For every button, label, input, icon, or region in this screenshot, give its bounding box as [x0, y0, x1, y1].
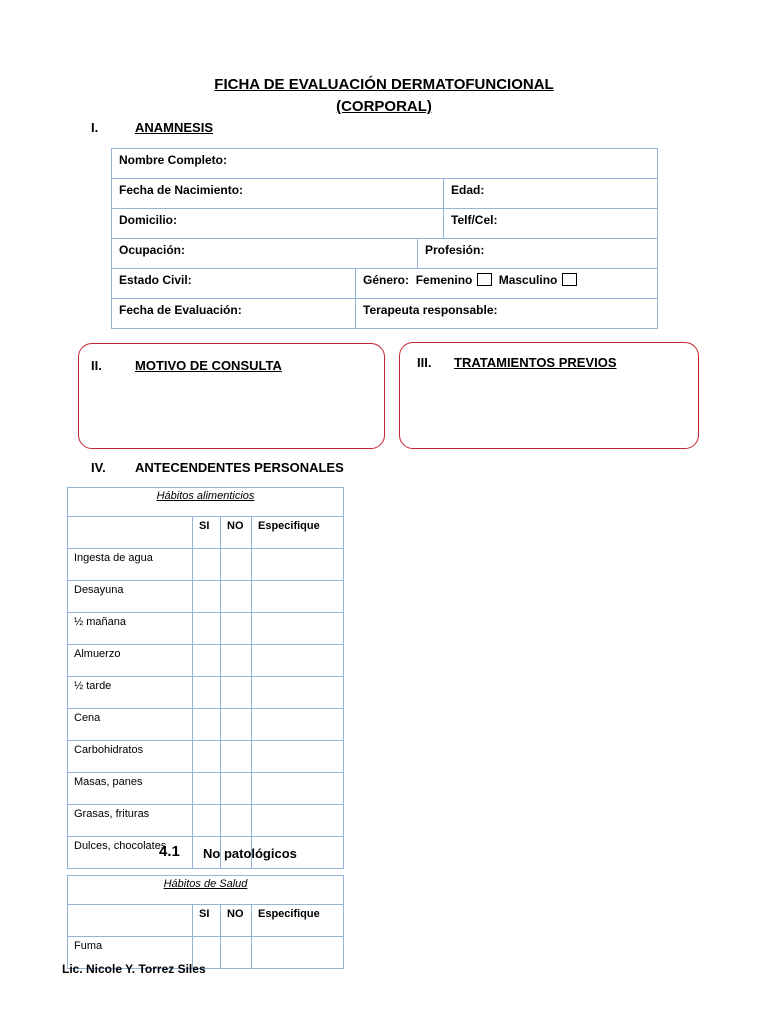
cell-especifique[interactable]: [252, 937, 344, 969]
masculino-label: Masculino: [498, 273, 558, 287]
row-label: Fuma: [68, 937, 193, 969]
header-especifique: Especifique: [252, 905, 344, 937]
table-row: [68, 773, 344, 805]
cell-no[interactable]: [221, 613, 252, 645]
section-antecedentes-heading: [91, 460, 391, 478]
table-row: [68, 645, 344, 677]
header-blank: [68, 517, 193, 549]
motivo-consulta-box[interactable]: [78, 343, 385, 449]
field-edad[interactable]: Edad:: [443, 179, 657, 208]
cell-si[interactable]: [193, 677, 221, 709]
row-label: Grasas, frituras: [68, 805, 193, 837]
section-number: III.: [417, 355, 432, 370]
row-label: ½ mañana: [68, 613, 193, 645]
masculino-checkbox[interactable]: [562, 273, 577, 286]
row-label: Carbohidratos: [68, 741, 193, 773]
section-tratamientos-heading: [417, 355, 687, 373]
field-telf-cel[interactable]: Telf/Cel:: [443, 209, 657, 238]
cell-especifique[interactable]: [252, 549, 344, 581]
footer-author: Lic. Nicole Y. Torrez Siles: [62, 962, 206, 976]
row-domicilio: [112, 209, 658, 239]
cell-si[interactable]: [193, 741, 221, 773]
section-anamnesis-heading: [91, 120, 291, 138]
tratamientos-previos-box[interactable]: [399, 342, 699, 449]
table-row: [68, 613, 344, 645]
femenino-label: Femenino: [415, 273, 473, 287]
field-ocupacion[interactable]: Ocupación:: [119, 243, 186, 257]
section-label: TRATAMIENTOS PREVIOS: [454, 355, 617, 370]
section-motivo-heading: [91, 358, 371, 376]
cell-si[interactable]: [193, 773, 221, 805]
document-subtitle: (CORPORAL): [336, 98, 432, 115]
table-caption: Hábitos alimenticios: [68, 488, 344, 517]
habitos-salud-table: [67, 875, 344, 969]
cell-especifique[interactable]: [252, 581, 344, 613]
habitos-alimenticios-table: [67, 487, 344, 869]
table-row: [68, 709, 344, 741]
cell-si[interactable]: [193, 805, 221, 837]
anamnesis-table: [111, 148, 658, 329]
cell-si[interactable]: [193, 645, 221, 677]
row-ocupacion: [112, 239, 658, 269]
cell-especifique[interactable]: [252, 805, 344, 837]
subsection-label: No patológicos: [203, 846, 297, 861]
field-genero: [355, 269, 657, 298]
cell-especifique[interactable]: [252, 613, 344, 645]
header-no: NO: [221, 905, 252, 937]
table-row: [68, 549, 344, 581]
cell-si[interactable]: [193, 581, 221, 613]
cell-no[interactable]: [221, 773, 252, 805]
cell-especifique[interactable]: [252, 709, 344, 741]
subsection-number: 4.1: [159, 843, 180, 860]
row-label: ½ tarde: [68, 677, 193, 709]
cell-especifique[interactable]: [252, 645, 344, 677]
cell-especifique[interactable]: [252, 773, 344, 805]
genero-label: Género:: [363, 273, 410, 287]
table-caption: Hábitos de Salud: [68, 876, 344, 905]
cell-especifique[interactable]: [252, 677, 344, 709]
section-label: MOTIVO DE CONSULTA: [135, 358, 282, 373]
section-label: ANTECENDENTES PERSONALES: [135, 460, 344, 475]
cell-no[interactable]: [221, 741, 252, 773]
field-profesion[interactable]: Profesión:: [417, 239, 657, 268]
cell-no[interactable]: [221, 937, 252, 969]
table-row: [68, 581, 344, 613]
section-number: IV.: [91, 460, 106, 475]
header-si: SI: [193, 517, 221, 549]
section-number: I.: [91, 120, 99, 135]
cell-si[interactable]: [193, 549, 221, 581]
cell-no[interactable]: [221, 677, 252, 709]
cell-no[interactable]: [221, 645, 252, 677]
cell-especifique[interactable]: [252, 741, 344, 773]
cell-no[interactable]: [221, 549, 252, 581]
cell-si[interactable]: [193, 613, 221, 645]
row-label: Masas, panes: [68, 773, 193, 805]
cell-no[interactable]: [221, 709, 252, 741]
header-si: SI: [193, 905, 221, 937]
field-terapeuta-responsable[interactable]: Terapeuta responsable:: [355, 299, 657, 328]
row-label: Dulces, chocolates: [68, 837, 193, 869]
row-label: Desayuna: [68, 581, 193, 613]
field-estado-civil[interactable]: Estado Civil:: [119, 273, 192, 287]
row-estado-civil: [112, 269, 658, 299]
field-fecha-evaluacion[interactable]: Fecha de Evaluación:: [119, 303, 242, 317]
section-label: ANAMNESIS: [135, 120, 214, 135]
table-row: [68, 805, 344, 837]
row-fecha-nacimiento: [112, 179, 658, 209]
row-label: Ingesta de agua: [68, 549, 193, 581]
row-label: Almuerzo: [68, 645, 193, 677]
cell-no[interactable]: [221, 805, 252, 837]
header-blank: [68, 905, 193, 937]
field-fecha-nacimiento[interactable]: Fecha de Nacimiento:: [119, 183, 244, 197]
field-domicilio[interactable]: Domicilio:: [119, 213, 178, 227]
header-especifique: Especifique: [252, 517, 344, 549]
field-nombre-completo[interactable]: Nombre Completo:: [119, 153, 227, 167]
document-title: FICHA DE EVALUACIÓN DERMATOFUNCIONAL: [214, 76, 554, 93]
row-fecha-evaluacion: [112, 299, 658, 329]
table-row: [68, 677, 344, 709]
femenino-checkbox[interactable]: [477, 273, 492, 286]
section-number: II.: [91, 358, 102, 373]
table-row: [68, 741, 344, 773]
cell-no[interactable]: [221, 581, 252, 613]
header-no: NO: [221, 517, 252, 549]
row-label: Cena: [68, 709, 193, 741]
cell-si[interactable]: [193, 709, 221, 741]
row-nombre: [112, 149, 658, 179]
